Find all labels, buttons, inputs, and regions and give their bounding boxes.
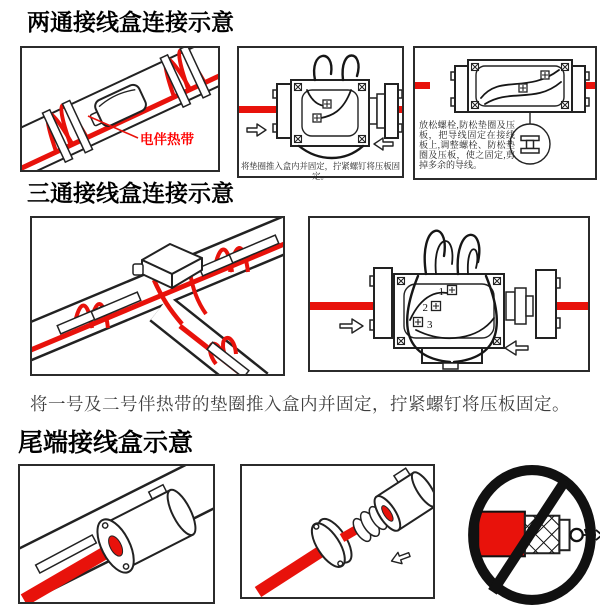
cable-left xyxy=(415,82,430,89)
panel-caption: 将垫圈推入盒内并固定，拧紧螺钉将压板固定。 xyxy=(240,162,401,181)
corner-screw xyxy=(295,136,302,143)
pipe-with-heating-cable-illustration xyxy=(22,48,218,170)
corner-screw xyxy=(359,84,366,91)
direction-arrow-right xyxy=(340,319,363,333)
direction-arrow-right xyxy=(247,124,266,136)
left-flange xyxy=(451,66,468,112)
no-exposed-end-icon xyxy=(462,464,600,606)
direction-arrow-left xyxy=(374,138,393,150)
panel-prohibition-sign xyxy=(462,464,600,606)
panel-end-box-on-pipe xyxy=(18,464,215,604)
cable-left xyxy=(310,302,376,310)
heating-cable-label: 电伴热带 xyxy=(140,132,194,147)
left-flange xyxy=(370,268,392,338)
three-way-caption: 将一号及二号伴热带的垫圈推入盒内并固定，拧紧螺钉将压板固定。 xyxy=(30,394,570,414)
panel-two-way-wiring-detail xyxy=(413,46,597,180)
panel-three-way-box-open xyxy=(308,216,590,372)
terminal xyxy=(313,114,321,122)
panel-three-way-pipe xyxy=(30,216,285,376)
direction-arrow xyxy=(389,549,411,567)
pipe-group xyxy=(22,48,218,170)
terminal-number-3: 3 xyxy=(427,319,433,331)
wire-eye-loop xyxy=(571,529,583,541)
terminal-2 xyxy=(432,302,441,311)
direction-arrow-left xyxy=(505,341,528,355)
terminal xyxy=(323,100,331,108)
terminal xyxy=(519,84,527,92)
bottom-spout-stem xyxy=(443,363,458,369)
terminal xyxy=(541,71,549,79)
tee-box-open-illustration xyxy=(310,218,588,370)
cable-right xyxy=(554,302,588,310)
cable-left xyxy=(239,106,281,113)
tee-pipe-illustration xyxy=(32,218,283,374)
corner-screw xyxy=(494,278,501,285)
detail-circle xyxy=(510,124,550,164)
section-title-two-way: 两通接线盒连接示意 xyxy=(27,10,234,35)
corner-screw xyxy=(295,84,302,91)
terminal-number-2: 2 xyxy=(422,302,428,314)
panel-note: 放松螺栓,防松垫圈及压板，把导线固定在接线板上,调整螺栓、防松垫圈及压板，使之固定,剪掉多余的导线。 xyxy=(419,120,515,170)
corner-screw xyxy=(398,338,405,345)
panel-two-way-pipe xyxy=(20,46,220,172)
right-gland-and-flange xyxy=(369,84,402,138)
terminal-1 xyxy=(448,286,457,295)
corner-screw xyxy=(398,278,405,285)
end-box-illustration xyxy=(20,466,213,602)
end-cap-exploded-illustration xyxy=(242,466,433,597)
panel-two-way-box-open xyxy=(237,46,404,181)
section-title-three-way: 三通接线盒连接示意 xyxy=(27,181,234,206)
junction-box-open-illustration xyxy=(239,48,402,176)
corner-screw xyxy=(359,136,366,143)
terminal-3 xyxy=(414,318,423,327)
panel-end-cap-exploded xyxy=(240,464,435,599)
terminal-number-1: 1 xyxy=(438,286,444,298)
heating-cable xyxy=(258,552,320,592)
bottom-spout xyxy=(422,348,482,363)
section-title-end: 尾端接线盒示意 xyxy=(18,430,194,457)
right-gland-and-flange xyxy=(506,270,560,338)
